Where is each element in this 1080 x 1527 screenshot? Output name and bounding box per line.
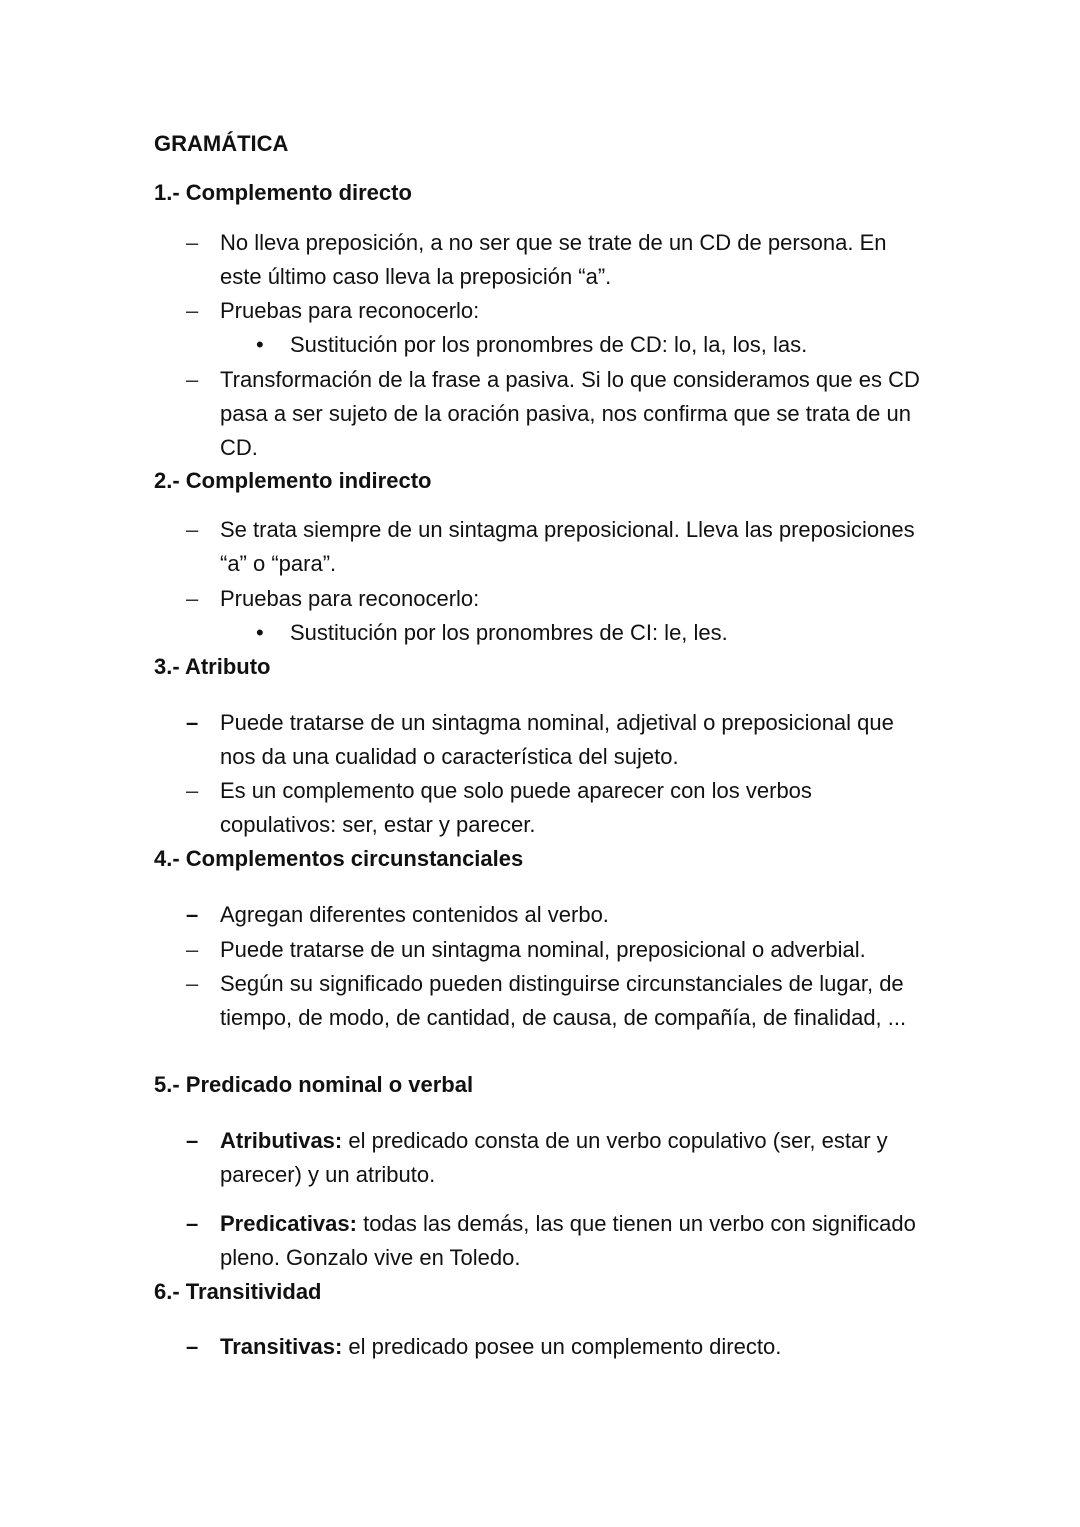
definition-term: Transitivas: — [220, 1334, 343, 1359]
list-item: Transformación de la frase a pasiva. Si lo que consideramos que es CD pasa a ser sujeto de la oración pasiva, nos confirma que se trata de un CD. — [220, 367, 920, 460]
list-item: Puede tratarse de un sintagma nominal, adjetival o preposicional que nos da una cualidad o característica del sujeto. — [220, 710, 894, 769]
definition-text: el predicado consta de un verbo copulativo (ser, estar y parecer) y un atributo. — [220, 1128, 888, 1187]
sub-list-item: Sustitución por los pronombres de CI: le, les. — [290, 620, 728, 645]
list-item: Agregan diferentes contenidos al verbo. — [220, 902, 609, 927]
section-heading-atributo: 3.- Atributo — [154, 654, 271, 679]
definition-item-predicativas — [220, 1207, 920, 1275]
list-item: Pruebas para reconocerlo: — [220, 298, 480, 323]
list-item: Pruebas para reconocerlo: — [220, 586, 480, 611]
dash-marker: – — [186, 1128, 199, 1153]
list-item: Es un complemento que solo puede aparecer con los verbos copulativos: ser, estar y parecer. — [220, 778, 812, 837]
list-item: Según su significado pueden distinguirse circunstanciales de lugar, de tiempo, de modo, de cantidad, de causa, de compañía, de finalidad, ... — [220, 971, 907, 1030]
definition-term: Atributivas: — [220, 1128, 343, 1153]
list-item: Puede tratarse de un sintagma nominal, preposicional o adverbial. — [220, 937, 866, 962]
definition-text: todas las demás, las que tienen un verbo con significado pleno. Gonzalo vive en Toledo. — [220, 1211, 916, 1270]
dash-marker: – — [186, 517, 199, 542]
dash-marker: – — [186, 778, 199, 803]
section-heading-complementos-circunstanciales: 4.- Complementos circunstanciales — [154, 846, 524, 871]
bullet-marker: • — [256, 332, 264, 357]
dash-marker: – — [186, 230, 199, 255]
section-heading-predicado: 5.- Predicado nominal o verbal — [154, 1072, 474, 1097]
dash-marker: – — [186, 710, 199, 735]
dash-marker: – — [186, 902, 199, 927]
bullet-marker: • — [256, 620, 264, 645]
section-heading-transitividad: 6.- Transitividad — [154, 1279, 322, 1304]
dash-marker: – — [186, 586, 199, 611]
list-item: No lleva preposición, a no ser que se trate de un CD de persona. En este último caso lleva la preposición “a”. — [220, 230, 887, 289]
definition-term: Predicativas: — [220, 1211, 357, 1236]
list-item: Se trata siempre de un sintagma preposicional. Lleva las preposiciones “a” o “para”. — [220, 517, 915, 576]
dash-marker: – — [186, 1211, 199, 1236]
definition-item-transitivas — [220, 1330, 920, 1364]
sub-list-item: Sustitución por los pronombres de CD: lo, la, los, las. — [290, 332, 808, 357]
section-heading-complemento-directo: 1.- Complemento directo — [154, 180, 412, 205]
dash-marker: – — [186, 1334, 199, 1359]
dash-marker: – — [186, 971, 199, 996]
definition-text: el predicado posee un complemento directo. — [342, 1334, 782, 1359]
section-heading-complemento-indirecto: 2.- Complemento indirecto — [154, 468, 432, 493]
definition-item-atributivas — [220, 1124, 920, 1192]
dash-marker: – — [186, 937, 199, 962]
dash-marker: – — [186, 298, 199, 323]
document-title: GRAMÁTICA — [154, 131, 289, 156]
dash-marker: – — [186, 367, 199, 392]
